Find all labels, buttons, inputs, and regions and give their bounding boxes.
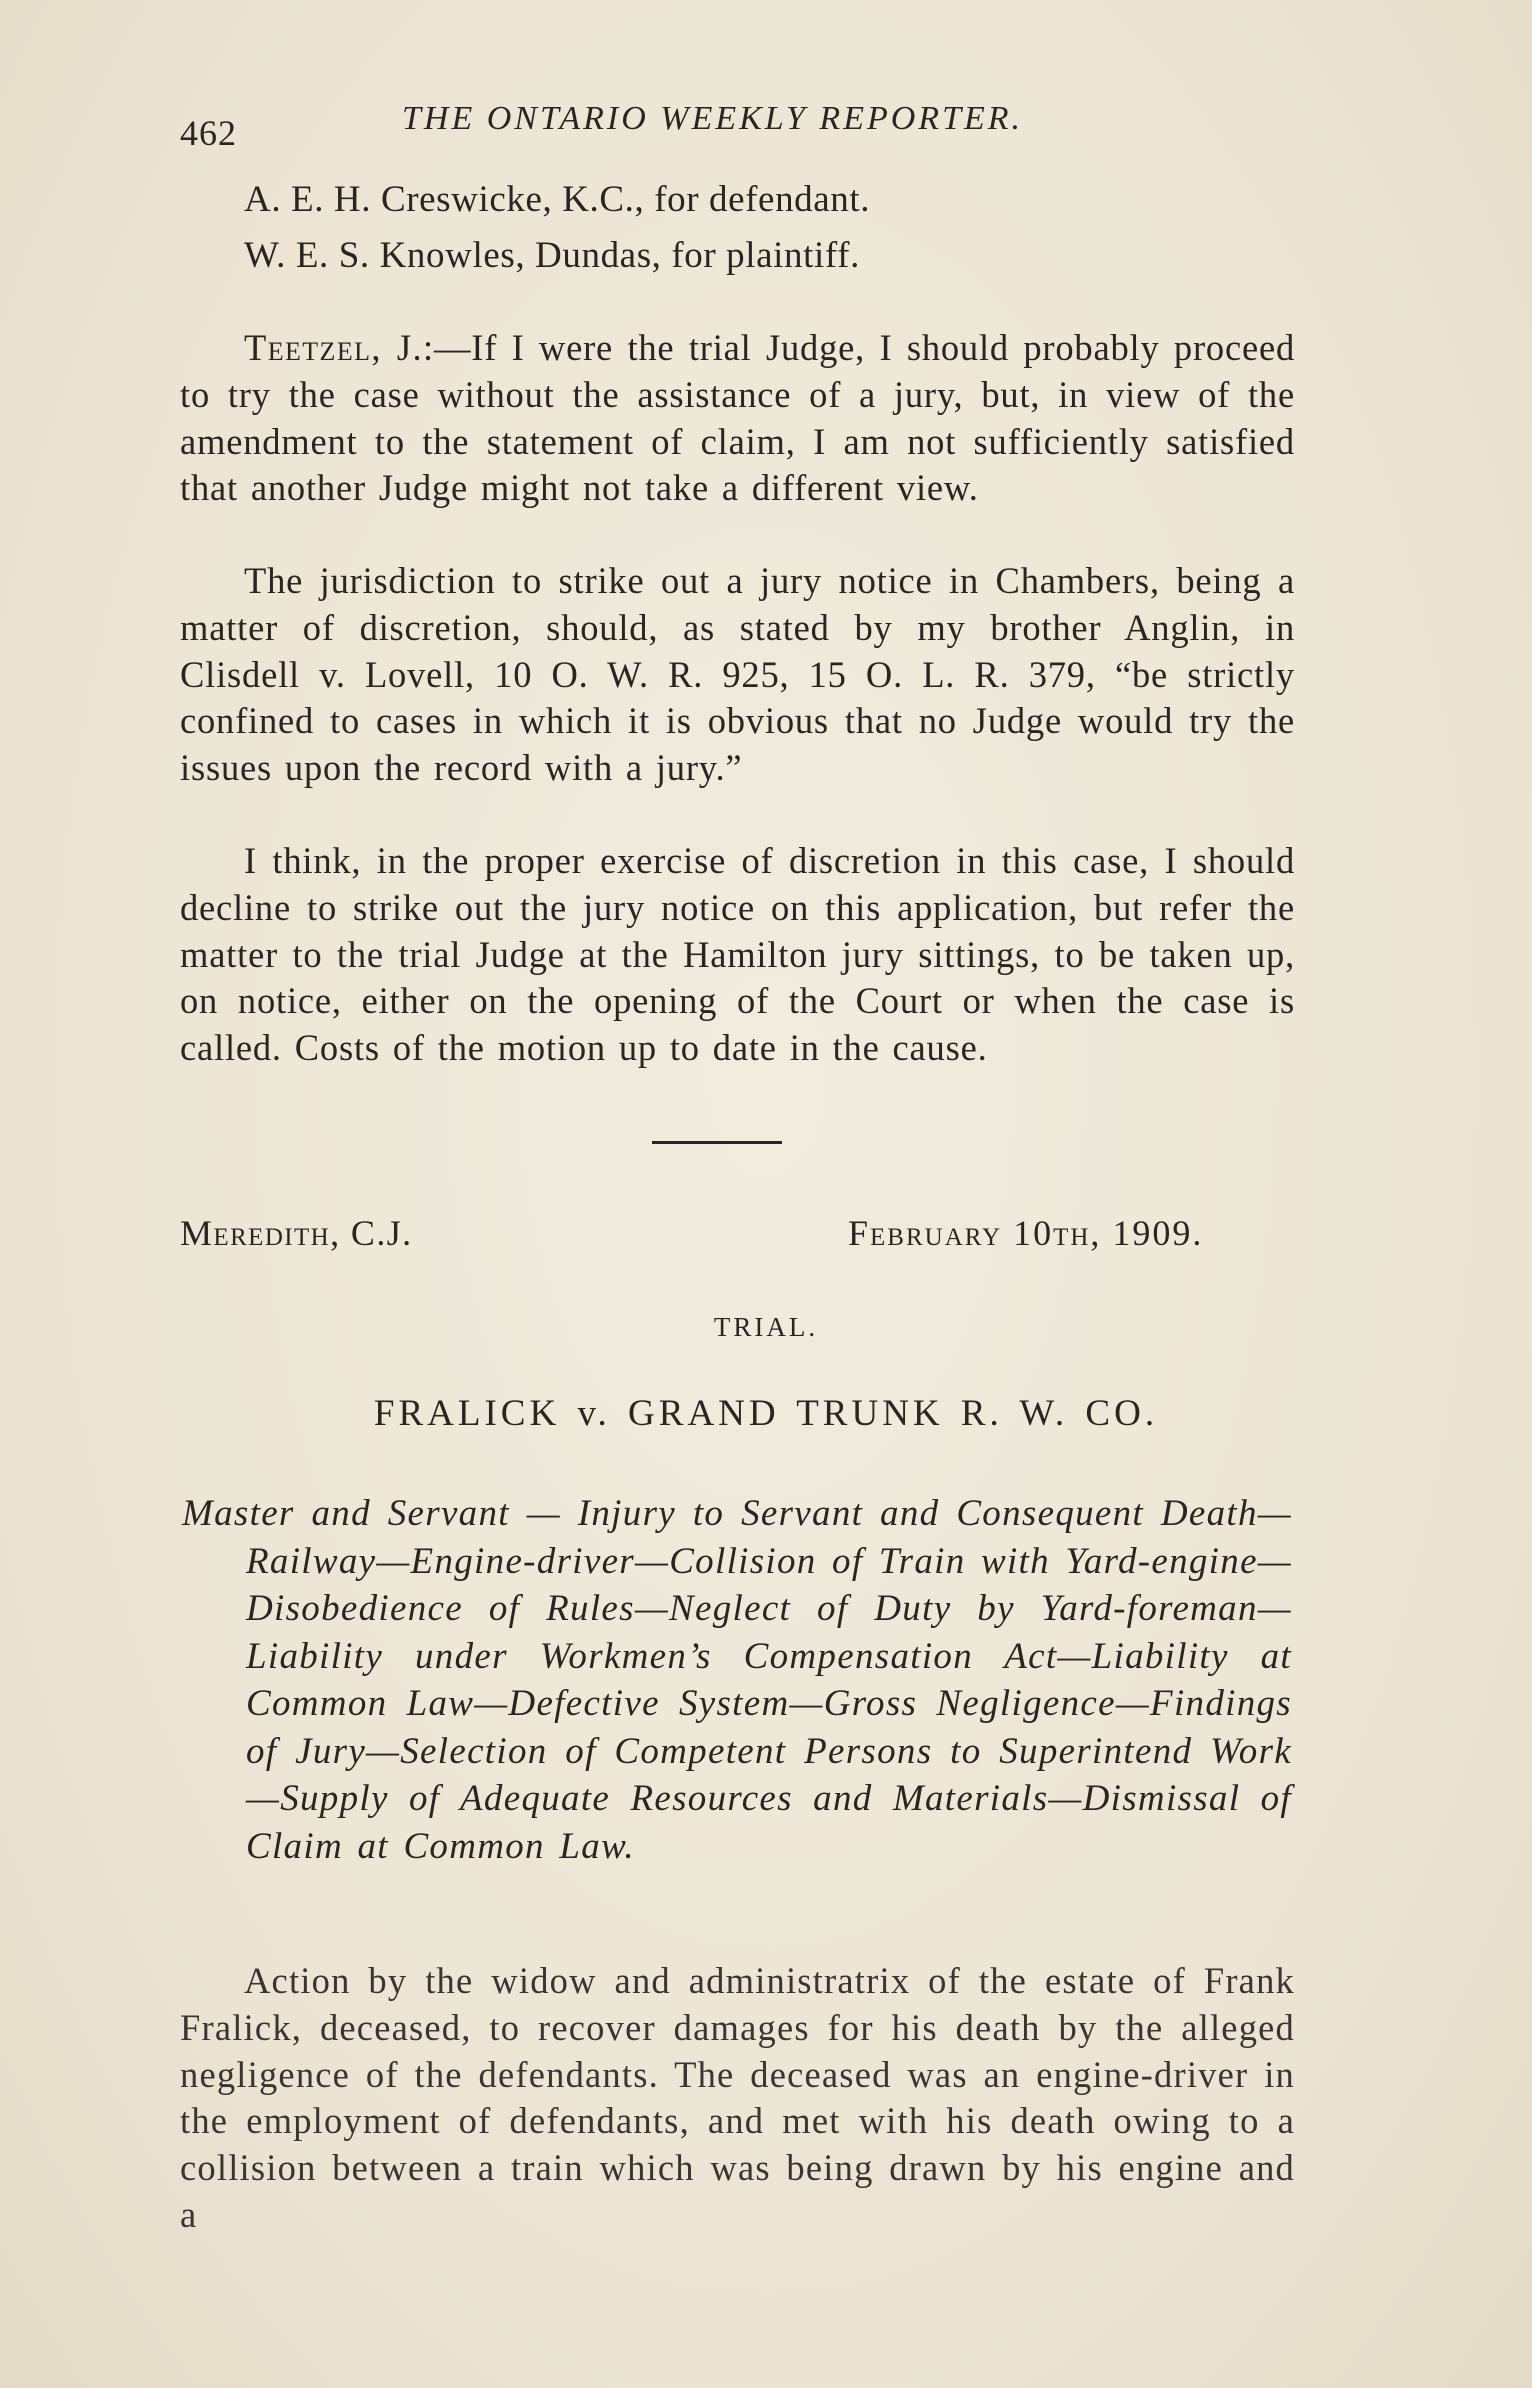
presiding-judge: Meredith, C.J.	[180, 1213, 413, 1253]
decision-date: February 10th, 1909.	[848, 1213, 1204, 1253]
section-divider-rule	[652, 1141, 782, 1144]
opinion-paragraph-1	[180, 325, 1295, 512]
counsel-line-plaintiff: W. E. S. Knowles, Dundas, for plaintiff.	[244, 235, 860, 276]
judge-name: Teetzel, J.	[244, 327, 424, 368]
section-label: TRIAL.	[713, 1312, 819, 1342]
opinion-paragraph-2: The jurisdiction to strike out a jury notice in Chambers, being a matter of discretion, should, as stated by my brother Anglin, in Clisdell v. Lovell, 10 O. W. R. 925, 15 O. L. R. 379, “be strictly confined to cases in which it is obvious that no Judge would try the issues upon the record with a jury.”	[180, 560, 1295, 789]
case-title: FRALICK v. GRAND TRUNK R. W. CO.	[373, 1393, 1159, 1434]
opinion-paragraph-3: I think, in the proper exercise of discretion in this case, I should decline to strike out the jury notice on this application, but refer the matter to the trial Judge at the Hamilton jury sittings, to be taken up, on notice, either on the opening of the Court or when the case is called. Costs of the motion up to date in the cause.	[180, 840, 1295, 1069]
case-headnote: Master and Servant — Injury to Servant and Consequent Death—Railway—Engine-driver—Collision of Train with Yard-engine—Disobedience of Rules—Neglect of Duty by Yard-foreman—Liability under Workmen’s Compensation Act—Liability at Common Law—Defective System—Gross Negligence—Findings of Jury—Selection of Competent Persons to Superintend Work—Supply of Adequate Resources and Materials—Dismissal of Claim at Common Law.	[182, 1493, 1292, 1867]
opinion-paragraph-1-text: :—If I were the trial Judge, I should probably proceed to try the case without the assistance of a jury, but, in view of the amendment to the statement of claim, I am not sufficiently satisfied that another Judge might not take a different view.	[180, 327, 1295, 509]
page-header	[180, 100, 1300, 153]
page-number: 462	[180, 113, 237, 153]
case-body-paragraph: Action by the widow and administratrix of the estate of Frank Fralick, deceased, to recover damages for his death by the alleged negligence of the defendants. The deceased was an engine-driver in the employment of defendants, and met with his death owing to a collision between a train which was being drawn by his engine and a	[180, 1960, 1295, 2235]
counsel-line-defendant: A. E. H. Creswicke, K.C., for defendant.	[244, 179, 871, 220]
running-title: THE ONTARIO WEEKLY REPORTER.	[402, 100, 1024, 137]
